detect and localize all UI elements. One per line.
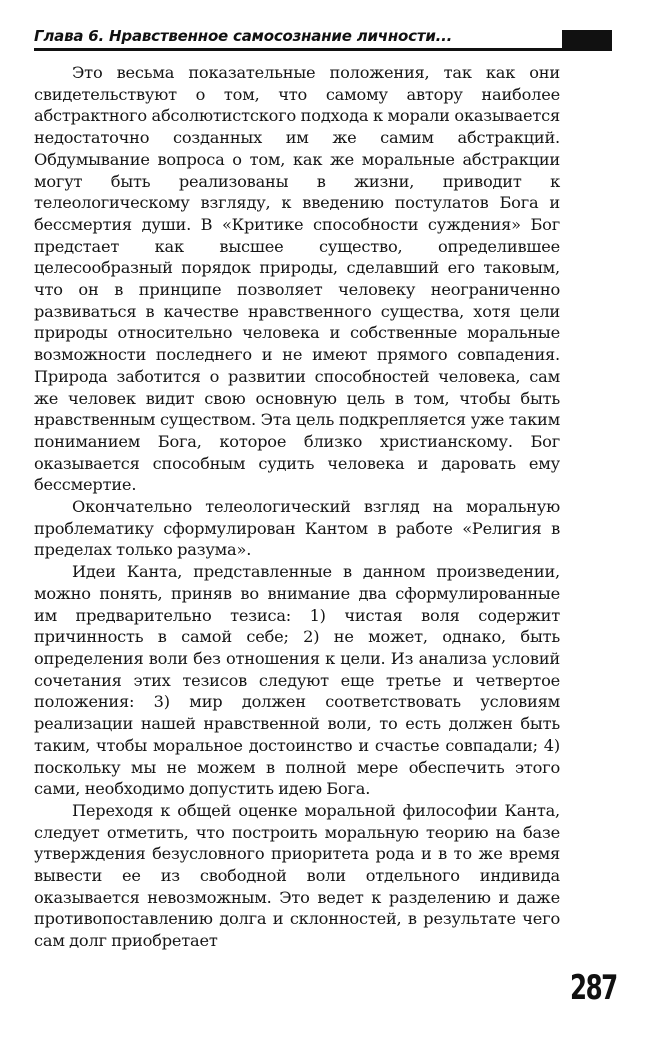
running-title: Глава 6. Нравственное самосознание личности... [34, 27, 453, 45]
paragraph: Это весьма показательные положения, так как они свидетельствуют о том, что самому автору наиболее абстрактного абсолютистского подхода к морали оказывается недостаточно созданных им же самим абстракций. Обдумывание вопроса о том, как же моральные абстракции могут быть реализованы в жизни, приводит к телеологическому взгляду, к введению постулатов Бога и бессмертия души. В «Критике способности суждения» Бог предстает как высшее существо, определившее целесообразный порядок природы, сделавший его таковым, что он в принципе позволяет человеку неограниченно развиваться в качестве нравственного существа, хотя цели природы относительно человека и собственные моральные возможности последнего и не имеют прямого совпадения. Природа заботится о развитии способностей человека, сам же человек видит свою основную цель в том, чтобы быть нравственным существом. Эта цель подкрепляется уже таким пониманием Бога, которое близко христианскому. Бог оказывается способным судить человека и даровать ему бессмертие. [34, 63, 560, 495]
paragraph: Окончательно телеологический взгляд на моральную проблематику сформулирован Кантом в работе «Религия в пределах только разума». [34, 497, 560, 560]
header-block-mark [562, 30, 612, 51]
page-number: 287 [570, 968, 617, 1008]
paragraph: Идеи Канта, представленные в данном произведении, можно понять, приняв во внимание два сформулированные им предварительно тезиса: 1) чистая воля содержит причинность в самой себе; 2) не может, однако, быть определения воли без отношения к цели. Из анализа условий сочетания этих тезисов следуют еще третье и четвертое положения: 3) мир должен соответствовать условиям реализации нашей нравственной воли, то есть должен быть таким, чтобы моральное достоинство и счастье совпадали; 4) поскольку мы не можем в полной мере обеспечить этого сами, необходимо допустить идею Бога. [34, 562, 560, 799]
body-text [34, 62, 560, 952]
running-header [34, 26, 612, 51]
paragraph: Переходя к общей оценке моральной философии Канта, следует отметить, что построить моральную теорию на базе утверждения безусловного приоритета рода и в то же время вывести ее из свободной воли отдельного индивида оказывается невозможным. Это ведет к разделению и даже противопоставлению долга и склонностей, в результате чего сам долг приобретает [34, 800, 560, 951]
header-rule [34, 48, 574, 51]
